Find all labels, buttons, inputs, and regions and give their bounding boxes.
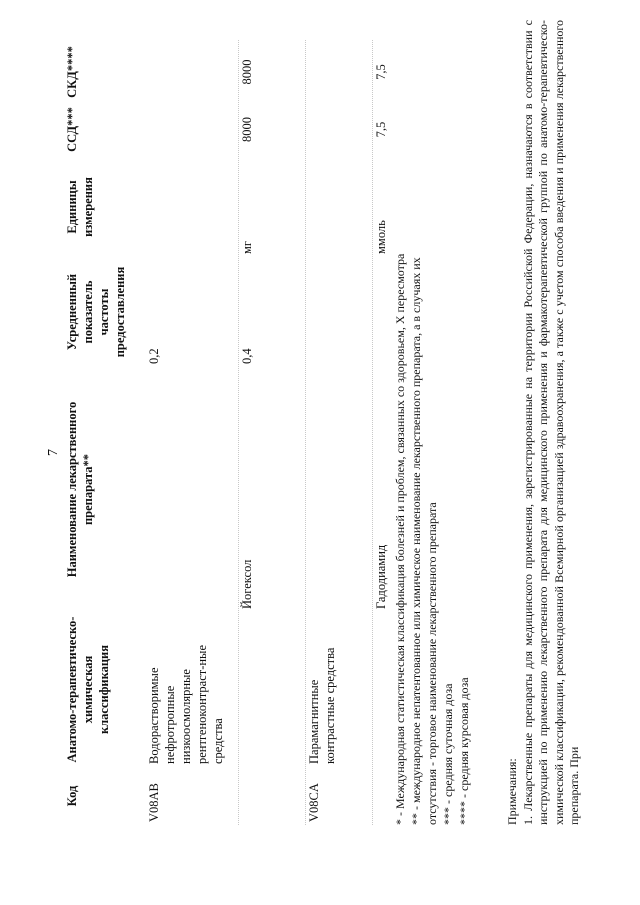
notes-title: Примечания:	[505, 758, 519, 825]
table-row	[239, 40, 306, 825]
footnote-skd: **** - средняя курсовая доза	[457, 677, 471, 825]
cell-atc: Парамагнитные контрастные средства	[307, 647, 337, 764]
cell-sdd: 7,5	[374, 121, 388, 138]
footnote-inn-cont: отсутствия - торговое наименование лекарственного препарата	[425, 502, 439, 825]
notes-paragraph: 1. Лекарственные препараты для медицинского применения, зарегистрированные на территории Российской Федерации, назначаются в соответствии с инструкцией по применению лекарственного препарата для медицинского применения и фармакотерапевтической группой по анатомо-терапевтическо-химической классификации, рекомендованной Всемирной организацией здравоохранения, а также с учетом способа введения и применения лекарственного препарата. При	[520, 20, 581, 825]
drug-table	[64, 40, 433, 825]
footnotes	[392, 35, 472, 825]
cell-skd: 8000	[240, 59, 254, 85]
table-row	[146, 40, 239, 825]
cell-unit: ммоль	[374, 220, 388, 254]
header-atc: Анатомо-терапевтическо-химическая классификация	[65, 616, 111, 763]
cell-code: V08CA	[307, 783, 321, 822]
cell-code: V08AB	[147, 783, 161, 822]
header-drug: Наименование лекарственного препарата**	[65, 401, 95, 578]
header-frequency: Усредненный показатель частоты предоставления	[65, 266, 127, 358]
header-sdd: ССД***	[65, 107, 79, 152]
cell-frequency: 0,2	[147, 348, 161, 364]
page-number: 7	[46, 449, 61, 456]
cell-frequency: 0,4	[240, 348, 254, 364]
header-skd: СКД****	[65, 46, 79, 98]
cell-unit: мг	[240, 240, 254, 254]
cell-drug: Гадодиамид	[374, 544, 388, 609]
cell-sdd: 8000	[240, 117, 254, 142]
header-unit: Единицы измерения	[65, 177, 95, 237]
table-header-row	[64, 40, 146, 825]
cell-drug: Йогексол	[240, 559, 254, 609]
header-code: Код	[65, 785, 79, 807]
notes-section	[505, 20, 583, 825]
footnote-icd: * - Международная статистическая классификация болезней и проблем, связанных со здоровьем, X пересмотра	[393, 253, 407, 825]
footnote-sdd: *** - средняя суточная доза	[441, 683, 455, 825]
cell-atc: Водорастворимые нефротропные низкоосмолярные рентгеноконтраст-ные средства	[147, 644, 225, 764]
footnote-inn: ** - международное непатентованное или химическое наименование лекарственного препарата, а в случаях их	[409, 257, 423, 825]
cell-skd: 7,5	[374, 64, 388, 80]
table-row	[306, 40, 373, 825]
